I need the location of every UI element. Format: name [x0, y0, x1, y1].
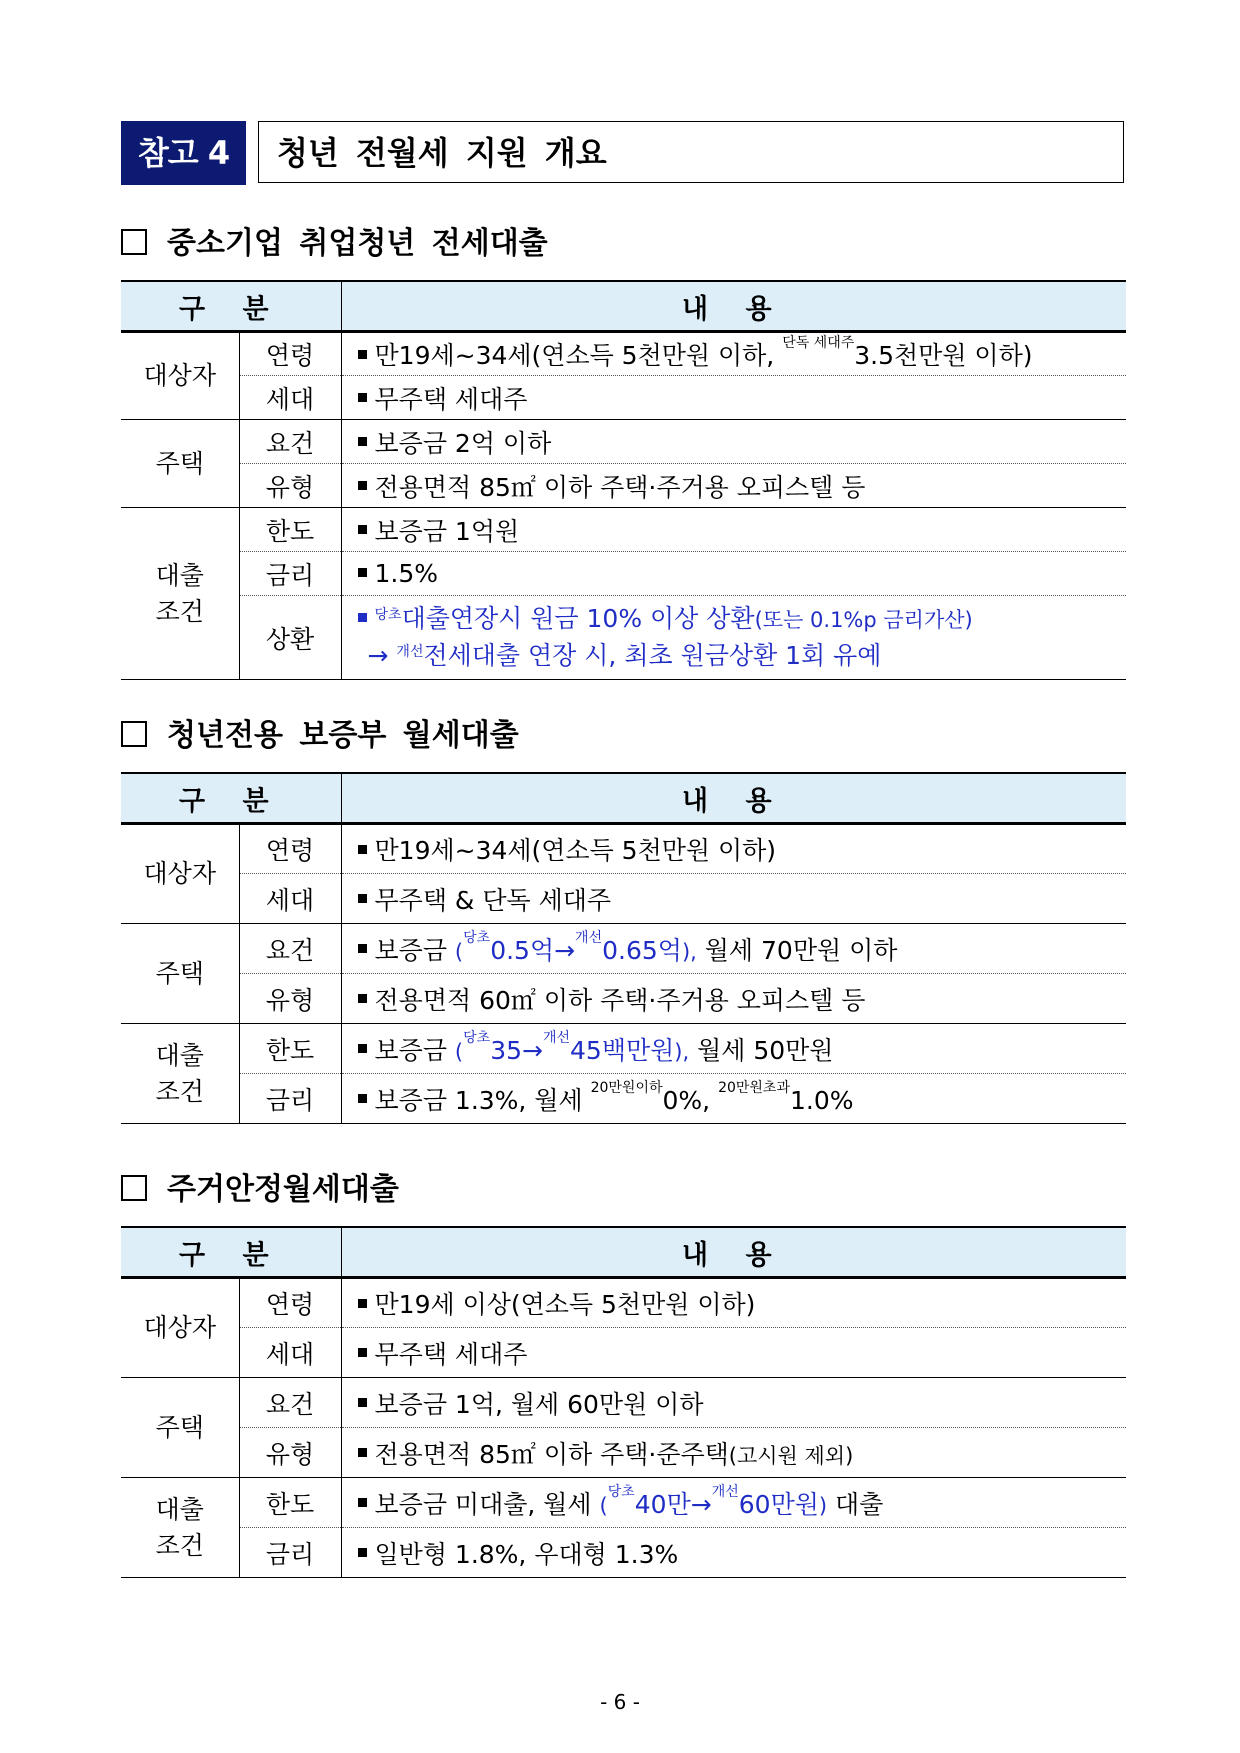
sub-category-cell: 한도 — [239, 1478, 341, 1528]
content-cell: $^{당초}$대출연장시 원금 10% 이상 상환(또는 0.1%p 금리가산) → $^{개선}$전세대출 연장 시, 최초 원금상환 1회 유예 — [341, 596, 1126, 680]
square-bullet-icon — [358, 1348, 367, 1357]
sub-category-cell: 금리 — [239, 1074, 341, 1124]
page-number: - 6 - — [600, 1690, 640, 1714]
square-bullet-icon — [358, 393, 367, 402]
content-cell: 무주택 & 단독 세대주 — [341, 874, 1126, 924]
category-cell: 대출 조건 — [121, 508, 239, 680]
square-bullet-icon — [358, 1548, 367, 1557]
square-bullet-icon — [358, 613, 367, 622]
checkbox-square-icon — [121, 721, 147, 747]
loan-table-3 — [121, 1226, 1126, 1578]
square-bullet-icon — [358, 568, 367, 577]
category-cell: 대상자 — [121, 332, 239, 420]
sub-category-cell: 연령 — [239, 824, 341, 874]
square-bullet-icon — [358, 944, 367, 953]
section-heading-2: 청년전용 보증부 월세대출 — [121, 716, 519, 756]
sub-category-cell: 상환 — [239, 596, 341, 680]
sub-category-cell: 세대 — [239, 376, 341, 420]
table-header-category: 구 분 — [121, 1227, 341, 1278]
table-header-category: 구 분 — [121, 773, 341, 824]
content-cell: 만19세 이상(연소득 5천만원 이하) — [341, 1278, 1126, 1328]
content-cell: 보증금 ($^{당초}$35→$^{개선}$45백만원), 월세 50만원 — [341, 1024, 1126, 1074]
sub-category-cell: 한도 — [239, 508, 341, 552]
sub-category-cell: 세대 — [239, 874, 341, 924]
arrow-right-icon: → — [367, 641, 389, 670]
document-title: 청년 전월세 지원 개요 — [258, 121, 1124, 183]
table-header-content: 내 용 — [341, 281, 1126, 332]
square-bullet-icon — [358, 525, 367, 534]
content-cell: 전용면적 85㎡ 이하 주택·주거용 오피스텔 등 — [341, 464, 1126, 508]
category-cell: 주택 — [121, 1378, 239, 1478]
square-bullet-icon — [358, 1498, 367, 1507]
sub-category-cell: 유형 — [239, 464, 341, 508]
content-cell: 전용면적 60㎡ 이하 주택·주거용 오피스텔 등 — [341, 974, 1126, 1024]
content-cell: 보증금 ($^{당초}$0.5억→$^{개선}$0.65억), 월세 70만원 이하 — [341, 924, 1126, 974]
square-bullet-icon — [358, 845, 367, 854]
category-cell: 주택 — [121, 924, 239, 1024]
category-cell: 대출 조건 — [121, 1478, 239, 1578]
sub-category-cell: 유형 — [239, 974, 341, 1024]
category-cell: 대상자 — [121, 824, 239, 924]
square-bullet-icon — [358, 1299, 367, 1308]
document-header — [121, 121, 1126, 185]
square-bullet-icon — [358, 1398, 367, 1407]
sub-category-cell: 요건 — [239, 924, 341, 974]
content-cell: 무주택 세대주 — [341, 1328, 1126, 1378]
section-heading-1: 중소기업 취업청년 전세대출 — [121, 224, 548, 264]
content-cell: 보증금 미대출, 월세 ($^{당초}$40만→$^{개선}$60만원) 대출 — [341, 1478, 1126, 1528]
sub-category-cell: 연령 — [239, 1278, 341, 1328]
content-cell: 보증금 2억 이하 — [341, 420, 1126, 464]
category-cell: 대출 조건 — [121, 1024, 239, 1124]
sub-category-cell: 금리 — [239, 552, 341, 596]
content-cell: 만19세~34세(연소득 5천만원 이하, $^{단독 세대주}$3.5천만원 이하) — [341, 332, 1126, 376]
loan-table-1 — [121, 280, 1126, 680]
sub-category-cell: 금리 — [239, 1528, 341, 1578]
square-bullet-icon — [358, 481, 367, 490]
content-cell: 보증금 1.3%, 월세 $^{20만원이하}$0%, $^{20만원초과}$1.0% — [341, 1074, 1126, 1124]
content-cell: 무주택 세대주 — [341, 376, 1126, 420]
checkbox-square-icon — [121, 229, 147, 255]
square-bullet-icon — [358, 1448, 367, 1457]
table-header-category: 구 분 — [121, 281, 341, 332]
content-cell: 1.5% — [341, 552, 1126, 596]
category-cell: 주택 — [121, 420, 239, 508]
table-header-content: 내 용 — [341, 1227, 1126, 1278]
sub-category-cell: 한도 — [239, 1024, 341, 1074]
content-cell: 보증금 1억, 월세 60만원 이하 — [341, 1378, 1126, 1428]
section-heading-3: 주거안정월세대출 — [121, 1170, 399, 1210]
square-bullet-icon — [358, 994, 367, 1003]
category-cell: 대상자 — [121, 1278, 239, 1378]
square-bullet-icon — [358, 437, 367, 446]
content-cell: 보증금 1억원 — [341, 508, 1126, 552]
checkbox-square-icon — [121, 1175, 147, 1201]
loan-table-2 — [121, 772, 1126, 1124]
reference-badge: 참고 4 — [121, 121, 246, 185]
sub-category-cell: 요건 — [239, 1378, 341, 1428]
sub-category-cell: 유형 — [239, 1428, 341, 1478]
square-bullet-icon — [358, 894, 367, 903]
content-cell: 일반형 1.8%, 우대형 1.3% — [341, 1528, 1126, 1578]
table-header-content: 내 용 — [341, 773, 1126, 824]
square-bullet-icon — [358, 350, 367, 359]
square-bullet-icon — [358, 1044, 367, 1053]
sub-category-cell: 요건 — [239, 420, 341, 464]
content-cell: 전용면적 85㎡ 이하 주택·준주택(고시원 제외) — [341, 1428, 1126, 1478]
sub-category-cell: 연령 — [239, 332, 341, 376]
content-cell: 만19세~34세(연소득 5천만원 이하) — [341, 824, 1126, 874]
sub-category-cell: 세대 — [239, 1328, 341, 1378]
square-bullet-icon — [358, 1094, 367, 1103]
